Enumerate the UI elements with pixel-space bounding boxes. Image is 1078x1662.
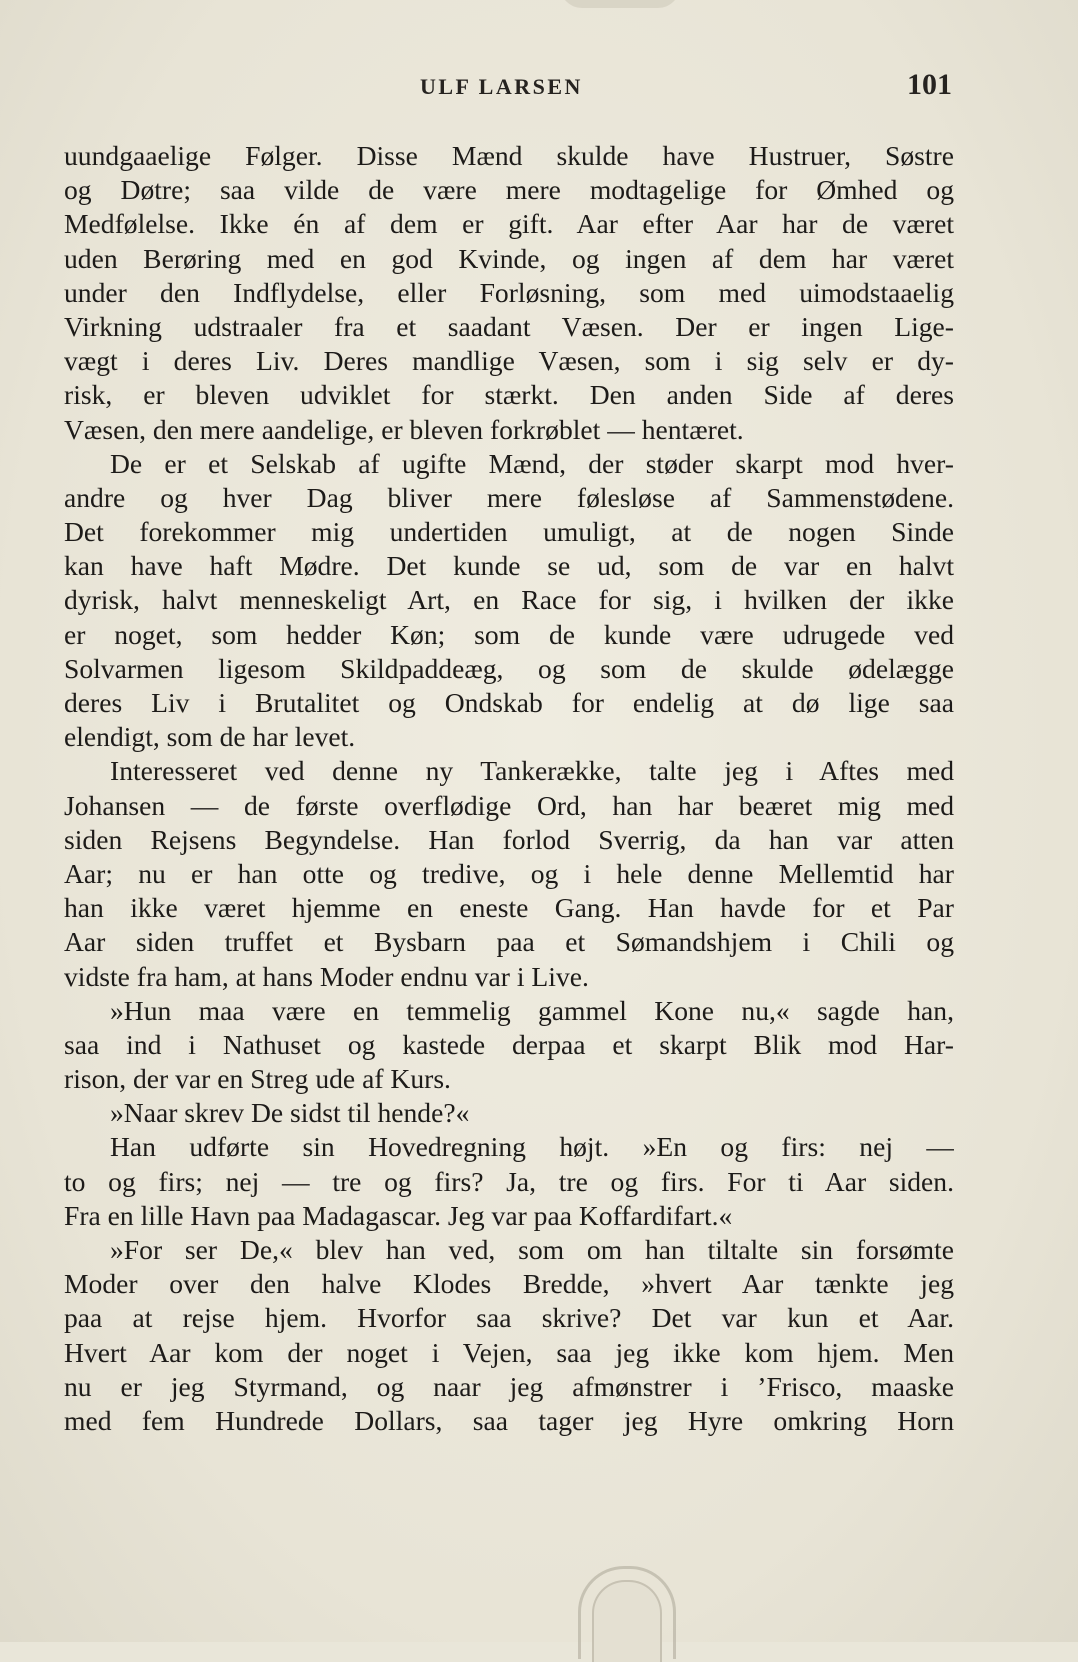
running-title: ULF LARSEN [420,74,583,99]
text-line: Fra en lille Havn paa Madagascar. Jeg var paa Koffardifart.« [64,1199,733,1231]
text-line: kan have haft Mødre. Det kunde se ud, som de var en halvt [64,550,954,582]
text-line: er noget, som hedder Køn; som de kunde være udrugede ved [64,618,954,650]
body-text [64,139,954,1438]
text-line: Han udførte sin Hovedregning højt. »En og firs: nej — [110,1131,954,1163]
stamp-mark-inner [592,1580,662,1662]
text-line: Hvert Aar kom der noget i Vejen, saa jeg ikke kom hjem. Men [64,1336,954,1368]
text-line: vidste fra ham, at hans Moder endnu var i Live. [64,960,589,992]
text-line: Moder over den halve Klodes Bredde, »hvert Aar tænkte jeg [64,1268,954,1300]
text-line: to og firs; nej — tre og firs? Ja, tre og firs. For ti Aar siden. [64,1165,954,1197]
text-line: og Døtre; saa vilde de være mere modtagelige for Ømhed og [64,174,954,206]
text-line: Medfølelse. Ikke én af dem er gift. Aar efter Aar har de været [64,208,954,240]
text-line: dyrisk, halvt menneskeligt Art, en Race for sig, i hvilken der ikke [64,584,954,616]
text-line: nu er jeg Styrmand, og naar jeg afmønstrer i ’Frisco, maaske [64,1370,954,1402]
page-number: 101 [907,68,952,101]
text-line: Virkning udstraaler fra et saadant Væsen. Der er ingen Lige- [64,310,954,342]
text-line: uundgaaelige Følger. Disse Mænd skulde have Hustruer, Søstre [64,140,954,171]
text-line: De er et Selskab af ugifte Mænd, der støder skarpt mod hver- [110,447,954,479]
text-line: Solvarmen ligesom Skildpaddeæg, og som de skulde ødelægge [64,652,954,684]
text-line: »For ser De,« blev han ved, som om han tiltalte sin forsømte [110,1234,954,1265]
text-line: andre og hver Dag bliver mere følesløse af Sammenstødene. [64,481,954,513]
text-line: han ikke været hjemme en eneste Gang. Han havde for et Par [64,892,954,924]
text-line: vægt i deres Liv. Deres mandlige Væsen, som i sig selv er dy- [64,345,954,377]
text-line: Aar siden truffet et Bysbarn paa et Sømandshjem i Chili og [64,926,954,958]
text-line: Interesseret ved denne ny Tankerække, talte jeg i Aftes med [110,755,954,787]
text-line: Væsen, den mere aandelige, er bleven forkrøblet — hentæret. [64,413,744,445]
text-line: uden Berøring med en god Kvinde, og ingen af dem har været [64,242,954,274]
text-line: rison, der var en Streg ude af Kurs. [64,1063,451,1095]
text-line: paa at rejse hjem. Hvorfor saa skrive? Det var kun et Aar. [64,1302,954,1334]
text-line: Johansen — de første overflødige Ord, han har beæret mig med [64,789,954,821]
text-line: siden Rejsens Begyndelse. Han forlod Sverrig, da han var atten [64,823,954,855]
text-line: saa ind i Nathuset og kastede derpaa et skarpt Blik mod Har- [64,1028,954,1060]
text-line: Det forekommer mig undertiden umuligt, at de nogen Sinde [64,516,954,548]
text-line: deres Liv i Brutalitet og Ondskab for endelig at dø lige saa [64,687,954,718]
text-line: under den Indflydelse, eller Forløsning, som med uimodstaaelig [64,276,954,308]
text-line: »Hun maa være en temmelig gammel Kone nu,« sagde han, [110,994,954,1026]
page-header [64,68,954,118]
text-line: med fem Hundrede Dollars, saa tager jeg Hyre omkring Horn [64,1404,954,1436]
text-line: elendigt, som de har levet. [64,721,356,753]
binding-shadow [560,0,680,8]
text-line: Aar; nu er han otte og tredive, og i hele denne Mellemtid har [64,857,954,889]
text-line: risk, er bleven udviklet for stærkt. Den anden Side af deres [64,379,954,411]
text-line: »Naar skrev De sidst til hende?« [110,1097,470,1129]
